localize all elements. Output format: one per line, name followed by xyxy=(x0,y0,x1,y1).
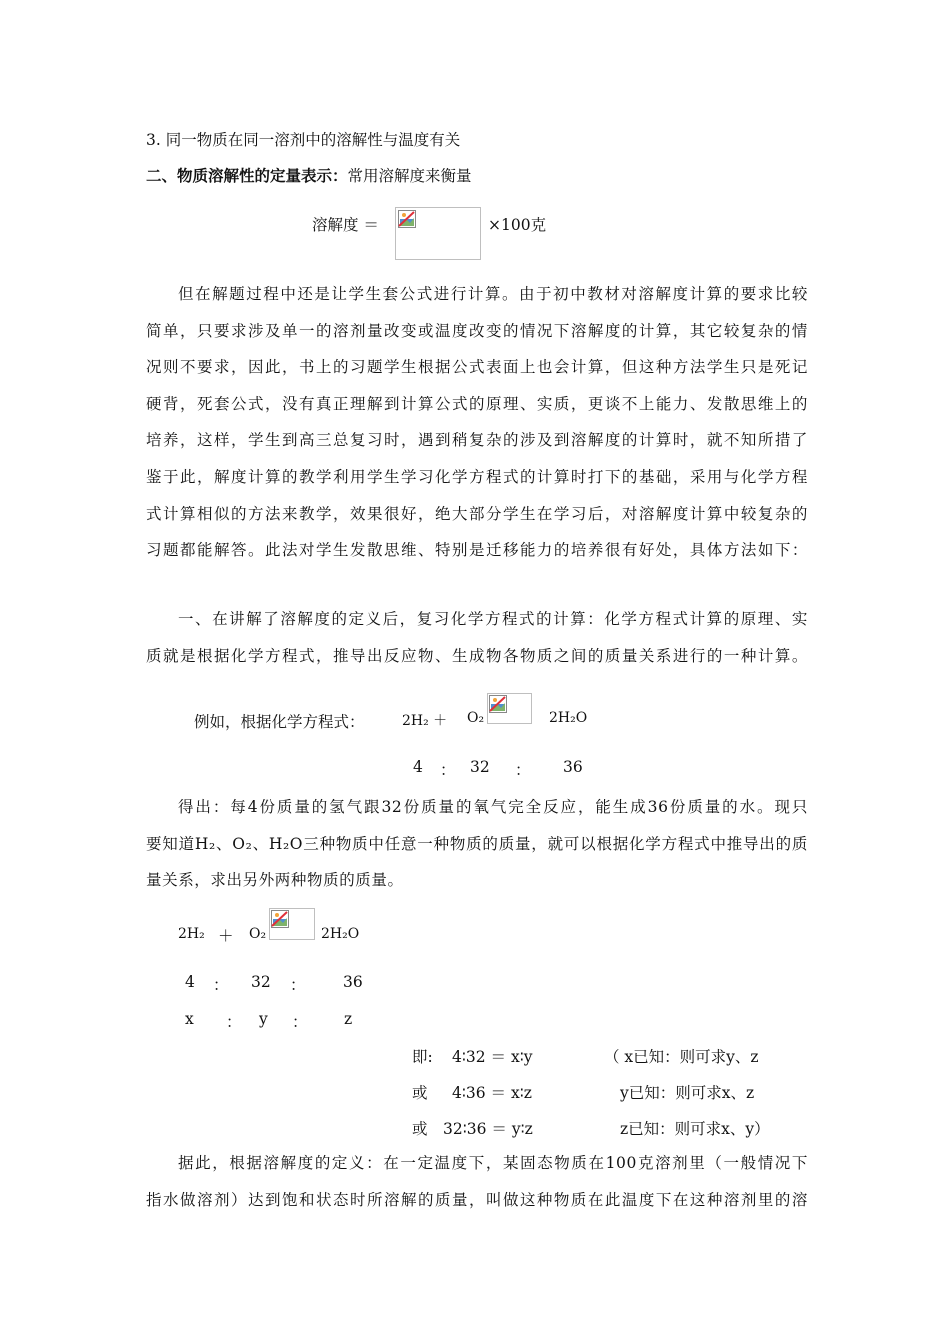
paragraph-line: 习题都能解答。此法对学生发散思维、特别是迁移能力的培养很有好处，具体方法如下： xyxy=(146,541,808,560)
paragraph-2 xyxy=(146,601,808,674)
section-2-heading xyxy=(146,164,472,186)
ratio-lead: 即: xyxy=(412,1048,433,1066)
paragraph-3 xyxy=(146,789,808,899)
ratio-colon: ： xyxy=(213,976,229,994)
formula-lhs: 溶解度 ＝ xyxy=(312,216,379,234)
reactant-o2: O₂ xyxy=(249,926,267,942)
variable-z: z xyxy=(344,1010,353,1028)
ratio-colon: ： xyxy=(515,761,531,779)
mass-ratio-value: 32 xyxy=(470,758,490,776)
formula-rhs: ×100克 xyxy=(488,216,547,234)
paragraph-line: 简单，只要求涉及单一的溶剂量改变或温度改变的情况下溶解度的计算，其它较复杂的情 xyxy=(146,321,808,340)
product-h2o: 2H₂O xyxy=(549,710,588,726)
ratio-colon: ： xyxy=(226,1013,242,1031)
paragraph-line: 硬背，死套公式，没有真正理解到计算公式的原理、实质，更谈不上能力、发散思维上的 xyxy=(146,394,808,413)
ratio-expression: 4∶36 ＝ x∶z xyxy=(452,1084,532,1102)
plus-sign: ＋ xyxy=(218,927,234,945)
ratio-note: y已知：则可求x、z xyxy=(620,1084,755,1102)
paragraph-1 xyxy=(146,276,808,569)
ratio-note: （ x已知：则可求y、z xyxy=(604,1048,759,1066)
paragraph-line: 一、在讲解了溶解度的定义后，复习化学方程式的计算：化学方程式计算的原理、实 xyxy=(178,610,808,628)
ratio-lead: 或 xyxy=(412,1084,428,1102)
example-label: 例如，根据化学方程式： xyxy=(194,713,365,731)
formula-fraction-image xyxy=(395,207,481,260)
mass-ratio-value: 36 xyxy=(563,758,583,776)
paragraph-line: 量关系，求出另外两种物质的质量。 xyxy=(146,871,404,890)
variable-x: x xyxy=(185,1010,194,1028)
item-3-heading: 3. 同一物质在同一溶剂中的溶解性与温度有关 xyxy=(146,131,461,149)
paragraph-line: 质就是根据化学方程式，推导出反应物、生成物各物质之间的质量关系进行的一种计算。 xyxy=(146,646,808,665)
broken-image-icon xyxy=(398,210,416,228)
broken-image-icon xyxy=(489,695,507,713)
ratio-expression: 32∶36 ＝ y∶z xyxy=(443,1120,533,1138)
section-2-title: 二、物质溶解性的定量表示： xyxy=(146,166,348,185)
reactant-h2: 2H₂ xyxy=(178,926,205,942)
mass-ratio-value: 32 xyxy=(251,973,271,991)
variable-y: y xyxy=(259,1010,268,1028)
paragraph-line: 培养，这样，学生到高三总复习时，遇到稍复杂的涉及到溶解度的计算时，就不知所措了 xyxy=(146,431,808,450)
ratio-note: z已知：则可求x、y） xyxy=(620,1120,770,1138)
ratio-colon: ： xyxy=(440,761,456,779)
reactant-o2: O₂ xyxy=(467,710,485,726)
broken-image-icon xyxy=(271,910,289,928)
reaction-arrow-image xyxy=(269,908,315,940)
ratio-colon: ： xyxy=(290,976,306,994)
mass-ratio-value: 36 xyxy=(343,973,363,991)
product-h2o: 2H₂O xyxy=(321,926,360,942)
paragraph-line: 况则不要求，因此，书上的习题学生根据公式表面上也会计算，但这种方法学生只是死记 xyxy=(146,358,808,377)
paragraph-line: 要知道H₂、O₂、H₂O三种物质中任意一种物质的质量，就可以根据化学方程式中推导出的质 xyxy=(146,834,808,853)
paragraph-line: 得出：每4份质量的氢气跟32份质量的氧气完全反应，能生成36份质量的水。现只 xyxy=(178,798,808,816)
reaction-arrow-image xyxy=(487,693,532,724)
paragraph-line: 鉴于此，解度计算的教学利用学生学习化学方程式的计算时打下的基础，采用与化学方程 xyxy=(146,467,808,486)
ratio-lead: 或 xyxy=(412,1120,428,1138)
ratio-colon: ： xyxy=(292,1013,308,1031)
paragraph-4 xyxy=(146,1145,808,1218)
paragraph-line: 但在解题过程中还是让学生套公式进行计算。由于初中教材对溶解度计算的要求比较 xyxy=(178,285,808,303)
reactant-h2: 2H₂ ＋ xyxy=(402,713,448,729)
paragraph-line: 据此，根据溶解度的定义：在一定温度下，某固态物质在100克溶剂里（一般情况下 xyxy=(178,1154,808,1172)
paragraph-line: 指水做溶剂）达到饱和状态时所溶解的质量，叫做这种物质在此温度下在这种溶剂里的溶 xyxy=(146,1190,808,1209)
section-2-subtitle: 常用溶解度来衡量 xyxy=(347,167,472,185)
ratio-expression: 4∶32 ＝ x∶y xyxy=(452,1048,533,1066)
mass-ratio-value: 4 xyxy=(413,758,423,776)
paragraph-line: 式计算相似的方法来教学，效果很好，绝大部分学生在学习后，对溶解度计算中较复杂的 xyxy=(146,504,808,523)
mass-ratio-value: 4 xyxy=(185,973,195,991)
